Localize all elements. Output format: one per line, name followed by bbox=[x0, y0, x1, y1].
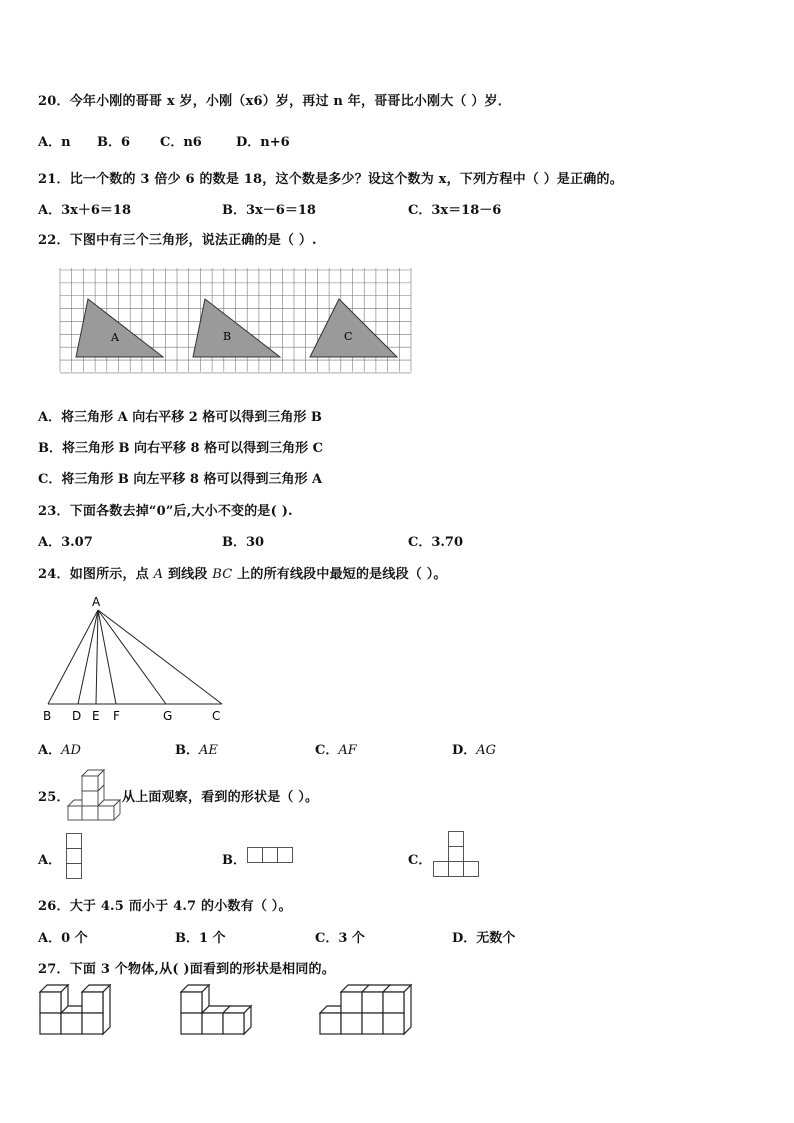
triangle-b bbox=[193, 299, 280, 357]
question-22-stem: 22．下图中有三个三角形，说法正确的是（ ）. bbox=[38, 233, 317, 248]
q26-option-a[interactable]: A．0 个 bbox=[38, 931, 88, 946]
question-20-stem: 20．今年小刚的哥哥 x 岁，小刚（x6）岁，再过 n 年，哥哥比小刚大（ ）岁． bbox=[38, 94, 511, 109]
q20-option-c[interactable]: C．n6 bbox=[160, 135, 202, 150]
q23-option-a[interactable]: A．3.07 bbox=[38, 535, 93, 550]
point-a-label: A bbox=[92, 595, 101, 609]
point-b-label: B bbox=[43, 709, 52, 723]
q24-option-c[interactable]: C．AF bbox=[315, 743, 357, 758]
q25-option-b[interactable]: B． bbox=[222, 853, 246, 868]
question-26-stem: 26．大于 4.5 而小于 4.7 的小数有（ ）。 bbox=[38, 899, 292, 914]
q21-option-c[interactable]: C．3x＝18－6 bbox=[408, 203, 502, 218]
question-25-number: 25． bbox=[38, 790, 70, 805]
q22-option-a[interactable]: A．将三角形 A 向右平移 2 格可以得到三角形 B bbox=[38, 410, 322, 425]
q27-object-1 bbox=[40, 985, 112, 1037]
q21-option-b[interactable]: B．3x－6＝18 bbox=[222, 203, 316, 218]
point-g-label: G bbox=[163, 709, 173, 723]
q20-option-a[interactable]: A．n bbox=[38, 135, 71, 150]
q26-option-b[interactable]: B．1 个 bbox=[175, 931, 226, 946]
line-segments-figure bbox=[40, 592, 230, 727]
q25-option-c[interactable]: C． bbox=[408, 853, 432, 868]
question-24-stem: 24．如图所示，点 A 到线段 BC 上的所有线段中最短的是线段（ ）。 bbox=[38, 567, 447, 582]
q21-option-a[interactable]: A．3x＋6＝18 bbox=[38, 203, 132, 218]
triangle-b-label: B bbox=[223, 330, 232, 343]
question-23-stem: 23．下面各数去掉“0”后,大小不变的是( ). bbox=[38, 504, 293, 519]
q22-option-b[interactable]: B．将三角形 B 向右平移 8 格可以得到三角形 C bbox=[38, 441, 323, 456]
point-f-label: F bbox=[113, 709, 120, 723]
q26-option-d[interactable]: D．无数个 bbox=[452, 931, 516, 946]
q24-option-b[interactable]: B．AE bbox=[175, 743, 218, 758]
q25-option-a-shape[interactable] bbox=[66, 833, 82, 879]
question-27-stem: 27．下面 3 个物体,从( )面看到的形状是相同的。 bbox=[38, 962, 335, 977]
q27-object-2 bbox=[181, 985, 253, 1037]
q23-option-c[interactable]: C．3.70 bbox=[408, 535, 464, 550]
q25-option-b-shape[interactable] bbox=[247, 847, 294, 864]
cube-stack-figure bbox=[66, 768, 122, 820]
q25-option-c-shape[interactable] bbox=[433, 831, 480, 879]
q26-option-c[interactable]: C．3 个 bbox=[315, 931, 365, 946]
point-d-label: D bbox=[72, 709, 82, 723]
triangle-a-label: A bbox=[111, 331, 119, 344]
grid-triangles-figure bbox=[60, 268, 415, 372]
question-25-stem: 从上面观察，看到的形状是（ ）。 bbox=[122, 790, 319, 805]
triangle-c bbox=[310, 299, 397, 357]
point-c-label: C bbox=[212, 709, 221, 723]
q22-option-c[interactable]: C．将三角形 B 向左平移 8 格可以得到三角形 A bbox=[38, 472, 323, 487]
triangle-a bbox=[76, 299, 163, 357]
q25-option-a[interactable]: A． bbox=[38, 853, 62, 868]
q24-option-d[interactable]: D．AG bbox=[452, 743, 497, 758]
q20-option-d[interactable]: D．n+6 bbox=[236, 135, 290, 150]
q27-object-3 bbox=[320, 985, 415, 1037]
question-21-stem: 21．比一个数的 3 倍少 6 的数是 18，这个数是多少？设这个数为 x，下列方程中（ ）是正确的。 bbox=[38, 172, 623, 187]
point-e-label: E bbox=[92, 709, 100, 723]
q24-option-a[interactable]: A．AD bbox=[38, 743, 81, 758]
q23-option-b[interactable]: B．30 bbox=[222, 535, 265, 550]
q20-option-b[interactable]: B．6 bbox=[97, 135, 131, 150]
triangle-c-label: C bbox=[344, 330, 353, 343]
